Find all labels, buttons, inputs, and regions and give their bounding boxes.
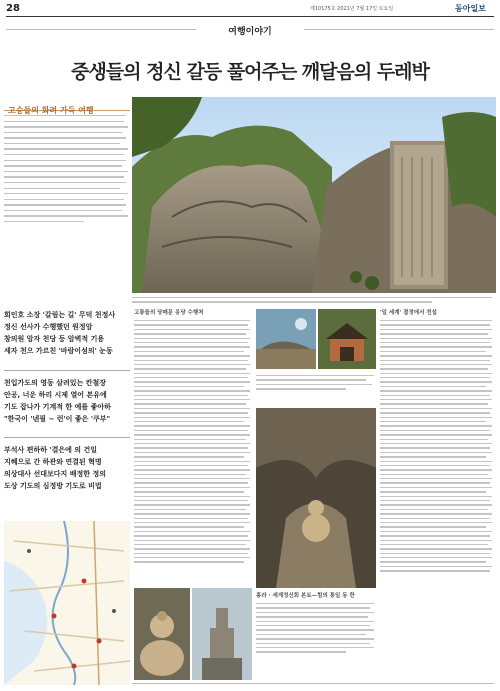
side-head: 천입가도의 영동 살려있는 칸철장 [4,379,106,387]
date-line: 제10175호 2021년 7월 17일 토요일 [310,6,394,12]
side-head: 부석사 편하하 '결은에 의 건일 [4,446,98,454]
inset-photo-cave [256,408,376,588]
column-subhead: 홍라 · 세계정신회 본토—힘의 통일 동 한 [256,593,355,599]
subhead-box [4,98,130,115]
side-story-2 [4,377,130,425]
main-photo [132,97,496,293]
side-head: 창의원 암자 천당 등 암벽적 기용 [4,335,105,343]
newspaper-logo: 동아일보 [455,3,486,13]
inset-photo-caption [256,372,376,393]
side-head: 도상 기도의 심정방 기도로 비법 [4,482,102,490]
subhead: 고승들의 화려 가득 여행 [8,106,94,115]
side-story-3 [4,444,130,492]
section-label: 여행이야기 [228,27,272,37]
headline: 중생들의 정신 갈등 풀어주는 깨달음의 두레박 [71,61,429,83]
side-divider [4,437,130,438]
article-column-4 [380,309,494,575]
footer-rule [132,683,494,684]
intro-text-block [4,115,130,227]
side-head: 의상대사 선대보다지 배정한 정의 [4,470,106,478]
side-head: 정신 선사가 수행했던 원정암 [4,323,93,331]
column-subhead: '일 세계' 결정에서 전설 [380,310,437,316]
inset-photo-temple [318,309,376,369]
article-column-2 [134,309,252,566]
header-rule [6,16,494,17]
inset-photo-sea [256,309,316,369]
article-column-3 [256,592,376,656]
pagoda-photo [192,588,252,680]
page-number: 28 [6,3,20,14]
side-head: 지혜으로 간 하관와 연결된 혁명 [4,458,102,466]
side-divider [4,370,130,371]
main-photo-caption [132,295,496,305]
side-head: "한국이 '넨필 ~ 런'이 좋은 '쿠부" [4,415,111,423]
buddha-statue-photo [134,588,190,680]
side-story-1 [4,309,130,357]
side-head: 안공, 너운 하리 시제 열어 본유에 [4,391,107,399]
side-head: 회인호 소장 '갈림는 길' 무덕 천정사 [4,311,116,319]
location-map [4,521,130,685]
column-subhead: 고통들의 당매문 옹당 수행처 [134,310,204,316]
side-head: 세자 천으 가르친 '바람이섬의' 눈동 [4,347,113,355]
side-head: 기도 잡나가 기계적 한 예를 좋아하 [4,403,111,411]
